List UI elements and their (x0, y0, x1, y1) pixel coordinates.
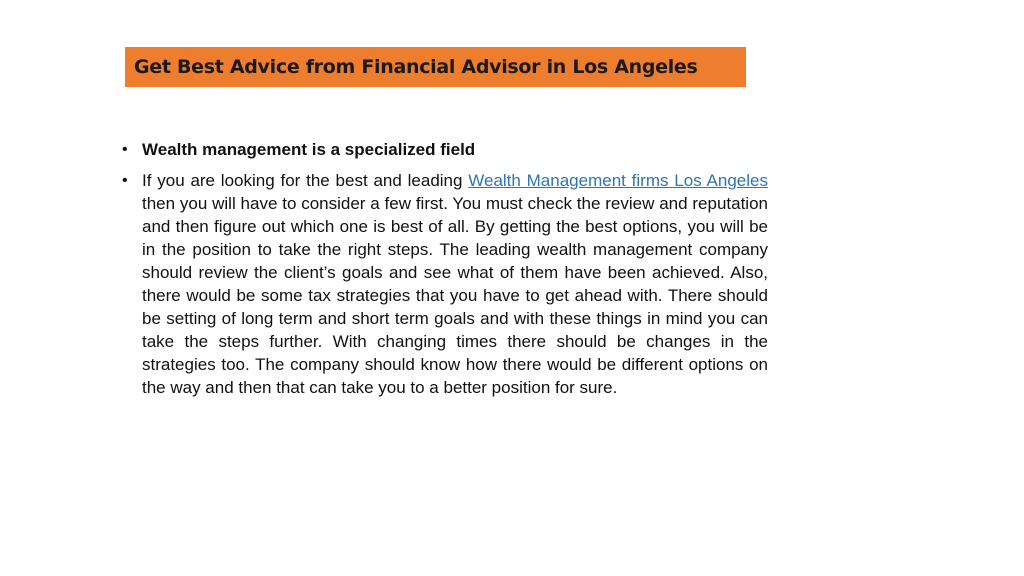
paragraph-suffix: then you will have to consider a few first. You must check the review and reputation and then figure out which one is best of all. By getting the best options, you will be in the position to take the right steps. The leading wealth management company should review the client’s goals and see what of them have been achieved. Also, there would be some tax strategies that you have to get ahead with. There should be setting of long term and short term goals and with these things in mind you can take the steps further. With changing times there should be changes in the strategies too. The company should know how there would be different options on the way and then that can take you to a better position for sure. (142, 194, 768, 397)
bullet-item-wealth-management (122, 169, 768, 399)
bullet-list (122, 138, 768, 407)
wealth-management-firms-link[interactable]: Wealth Management firms Los Angeles (468, 171, 768, 190)
title-banner (125, 47, 746, 87)
bullet-paragraph (142, 169, 768, 399)
bullet-heading-text: Wealth management is a specialized field (142, 140, 476, 159)
bullet-marker: • (122, 172, 128, 189)
bullet-item-specialized-field (122, 138, 768, 161)
slide-title: Get Best Advice from Financial Advisor in Los Angeles (134, 56, 698, 78)
paragraph-prefix: If you are looking for the best and leading (142, 171, 469, 190)
bullet-marker: • (122, 141, 128, 158)
